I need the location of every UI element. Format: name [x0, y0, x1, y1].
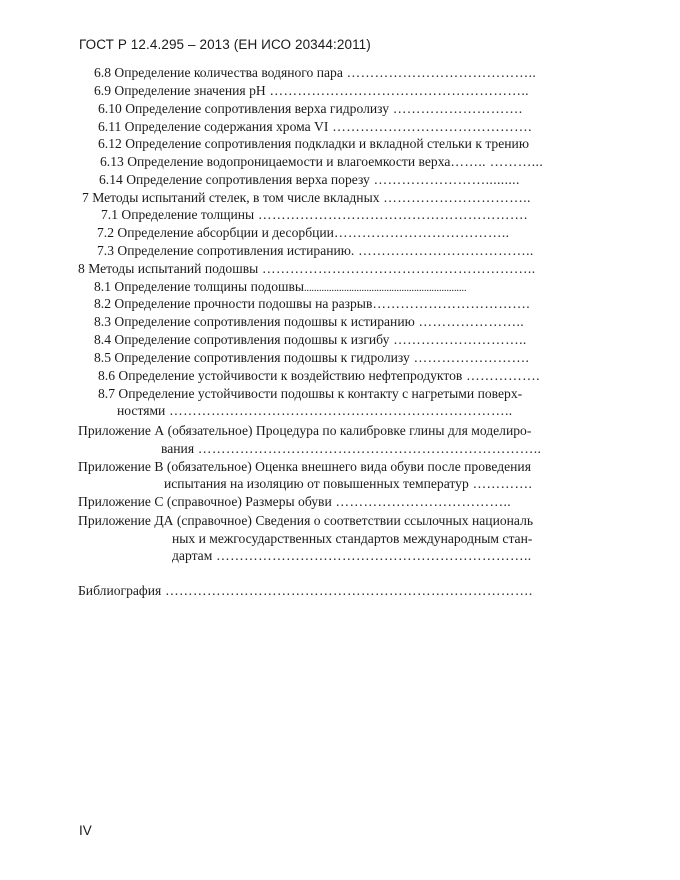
toc-leader-dots: …….. ………...: [450, 154, 544, 169]
toc-leader-dots: ………………………………..: [331, 494, 512, 509]
toc-entry-title: 6.10 Определение сопротивления верха гидролизу: [98, 101, 390, 116]
toc-entry-title: Приложение С (справочное) Размеры обуви: [78, 494, 332, 509]
toc-entry-title: 8.1 Определение толщины подошвы: [94, 279, 305, 294]
toc-leader-dots: ………………………………..: [354, 243, 534, 258]
toc-entry-title: вания: [161, 441, 195, 456]
toc-entry-title: 6.8 Определение количества водяного пара: [94, 65, 343, 80]
toc-entry[interactable]: [94, 279, 467, 295]
toc-leader-dots: …………….: [462, 368, 540, 383]
toc-leader-dots: …………………………………………………………..: [212, 548, 532, 563]
toc-entry-title: Библиография: [78, 583, 162, 598]
toc-leader-dots: ………….: [468, 476, 533, 491]
toc-leader-dots: …………………………………….: [328, 119, 532, 134]
toc-entry-title: 6.9 Определение значения рН: [94, 83, 266, 98]
toc-leader-dots: ………………………..: [389, 332, 527, 347]
toc-entry[interactable]: [82, 190, 531, 206]
toc-entry-title: ностями: [117, 403, 166, 418]
toc-entry-title: ных и межгосударственных стандартов международным стан-: [172, 531, 533, 546]
toc-entry-continuation[interactable]: [164, 476, 532, 492]
toc-entry-title: Приложение В (обязательное) Оценка внешнего вида обуви после проведения: [78, 459, 531, 474]
toc-entry[interactable]: [78, 261, 536, 277]
toc-entry-title: 8.7 Определение устойчивости подошвы к контакту с нагретыми поверх-: [98, 386, 523, 401]
toc-entry[interactable]: [98, 136, 529, 152]
toc-leader-dots: ………………………………………………………………..: [194, 441, 542, 456]
toc-entry-title: 8 Методы испытаний подошвы: [78, 261, 259, 276]
toc-entry-title: 6.13 Определение водопроницаемости и влагоемкости верха: [100, 154, 451, 169]
toc-leader-dots: …………………………………………………..: [258, 261, 536, 276]
toc-entry-continuation[interactable]: [172, 548, 532, 564]
toc-entry[interactable]: [94, 350, 529, 366]
toc-entry-title: 7.1 Определение толщины: [101, 207, 255, 222]
toc-entry[interactable]: [94, 314, 524, 330]
toc-entry[interactable]: [94, 296, 530, 312]
toc-leader-dots: …………………………………………………………………….: [161, 583, 533, 598]
toc-entry-continuation[interactable]: [161, 441, 541, 457]
toc-entry[interactable]: [78, 423, 531, 439]
toc-leader-dots: …………………..: [414, 314, 525, 329]
toc-leader-dots: ………………………………..: [333, 225, 510, 240]
toc-entry[interactable]: [98, 386, 522, 402]
toc-leader-dots: …………………………………..: [342, 65, 537, 80]
toc-entry[interactable]: [78, 583, 533, 599]
toc-leader-dots: .................................................................: [304, 283, 467, 294]
toc-entry[interactable]: [78, 459, 531, 475]
toc-leader-dots: …………………………….: [372, 296, 531, 311]
toc-entry[interactable]: [78, 513, 533, 529]
toc-entry-title: 8.4 Определение сопротивления подошвы к изгибу: [94, 332, 390, 347]
toc-entry[interactable]: [101, 207, 528, 223]
toc-leader-dots: …………………….........: [369, 172, 520, 187]
toc-leader-dots: ………………………………………………..: [265, 83, 529, 98]
toc-entry-title: 8.3 Определение сопротивления подошвы к истиранию: [94, 314, 415, 329]
toc-entry[interactable]: [94, 65, 536, 81]
toc-entry-title: дартам: [172, 548, 213, 563]
toc-entry-title: 6.12 Определение сопротивления подкладки и вкладной стельки к трению: [98, 136, 529, 151]
toc-entry-title: 8.5 Определение сопротивления подошвы к гидролизу: [94, 350, 410, 365]
toc-entry-title: 8.6 Определение устойчивости к воздействию нефтепродуктов: [98, 368, 463, 383]
toc-entry-title: 6.14 Определение сопротивления верха порезу: [99, 172, 370, 187]
toc-leader-dots: ……………………….: [389, 101, 523, 116]
toc-leader-dots: …………………….: [409, 350, 530, 365]
document-header: ГОСТ Р 12.4.295 – 2013 (ЕН ИСО 20344:2011): [79, 37, 371, 52]
toc-entry-title: 6.11 Определение содержания хрома VI: [98, 119, 329, 134]
toc-leader-dots: ………………………………………………………………..: [165, 403, 513, 418]
toc-entry-title: Приложение А (обязательное) Процедура по калибровке глины для моделиро-: [78, 423, 532, 438]
toc-entry-title: 7.2 Определение абсорбции и десорбции: [97, 225, 334, 240]
toc-entry[interactable]: [98, 368, 540, 384]
toc-leader-dots: ………………………………………………….: [254, 207, 528, 222]
toc-entry[interactable]: [99, 172, 520, 188]
toc-entry-title: испытания на изоляцию от повышенных температур: [164, 476, 469, 491]
toc-entry[interactable]: [100, 154, 543, 170]
page-number: IV: [79, 823, 92, 838]
toc-entry-title: Приложение ДА (справочное) Сведения о соответствии ссылочных националь: [78, 513, 534, 528]
toc-leader-dots: …………………………..: [379, 190, 531, 205]
toc-entry-continuation[interactable]: [172, 531, 532, 547]
toc-entry[interactable]: [98, 101, 523, 117]
toc-entry-continuation[interactable]: [117, 403, 513, 419]
toc-entry[interactable]: [97, 225, 509, 241]
toc-entry-title: 8.2 Определение прочности подошвы на разрыв: [94, 296, 373, 311]
toc-entry[interactable]: [98, 119, 532, 135]
toc-entry[interactable]: [78, 494, 511, 510]
toc-entry-title: 7.3 Определение сопротивления истиранию.: [97, 243, 355, 258]
toc-entry-title: 7 Методы испытаний стелек, в том числе вкладных: [82, 190, 380, 205]
toc-entry[interactable]: [97, 243, 534, 259]
toc-entry[interactable]: [94, 83, 529, 99]
toc-entry[interactable]: [94, 332, 527, 348]
